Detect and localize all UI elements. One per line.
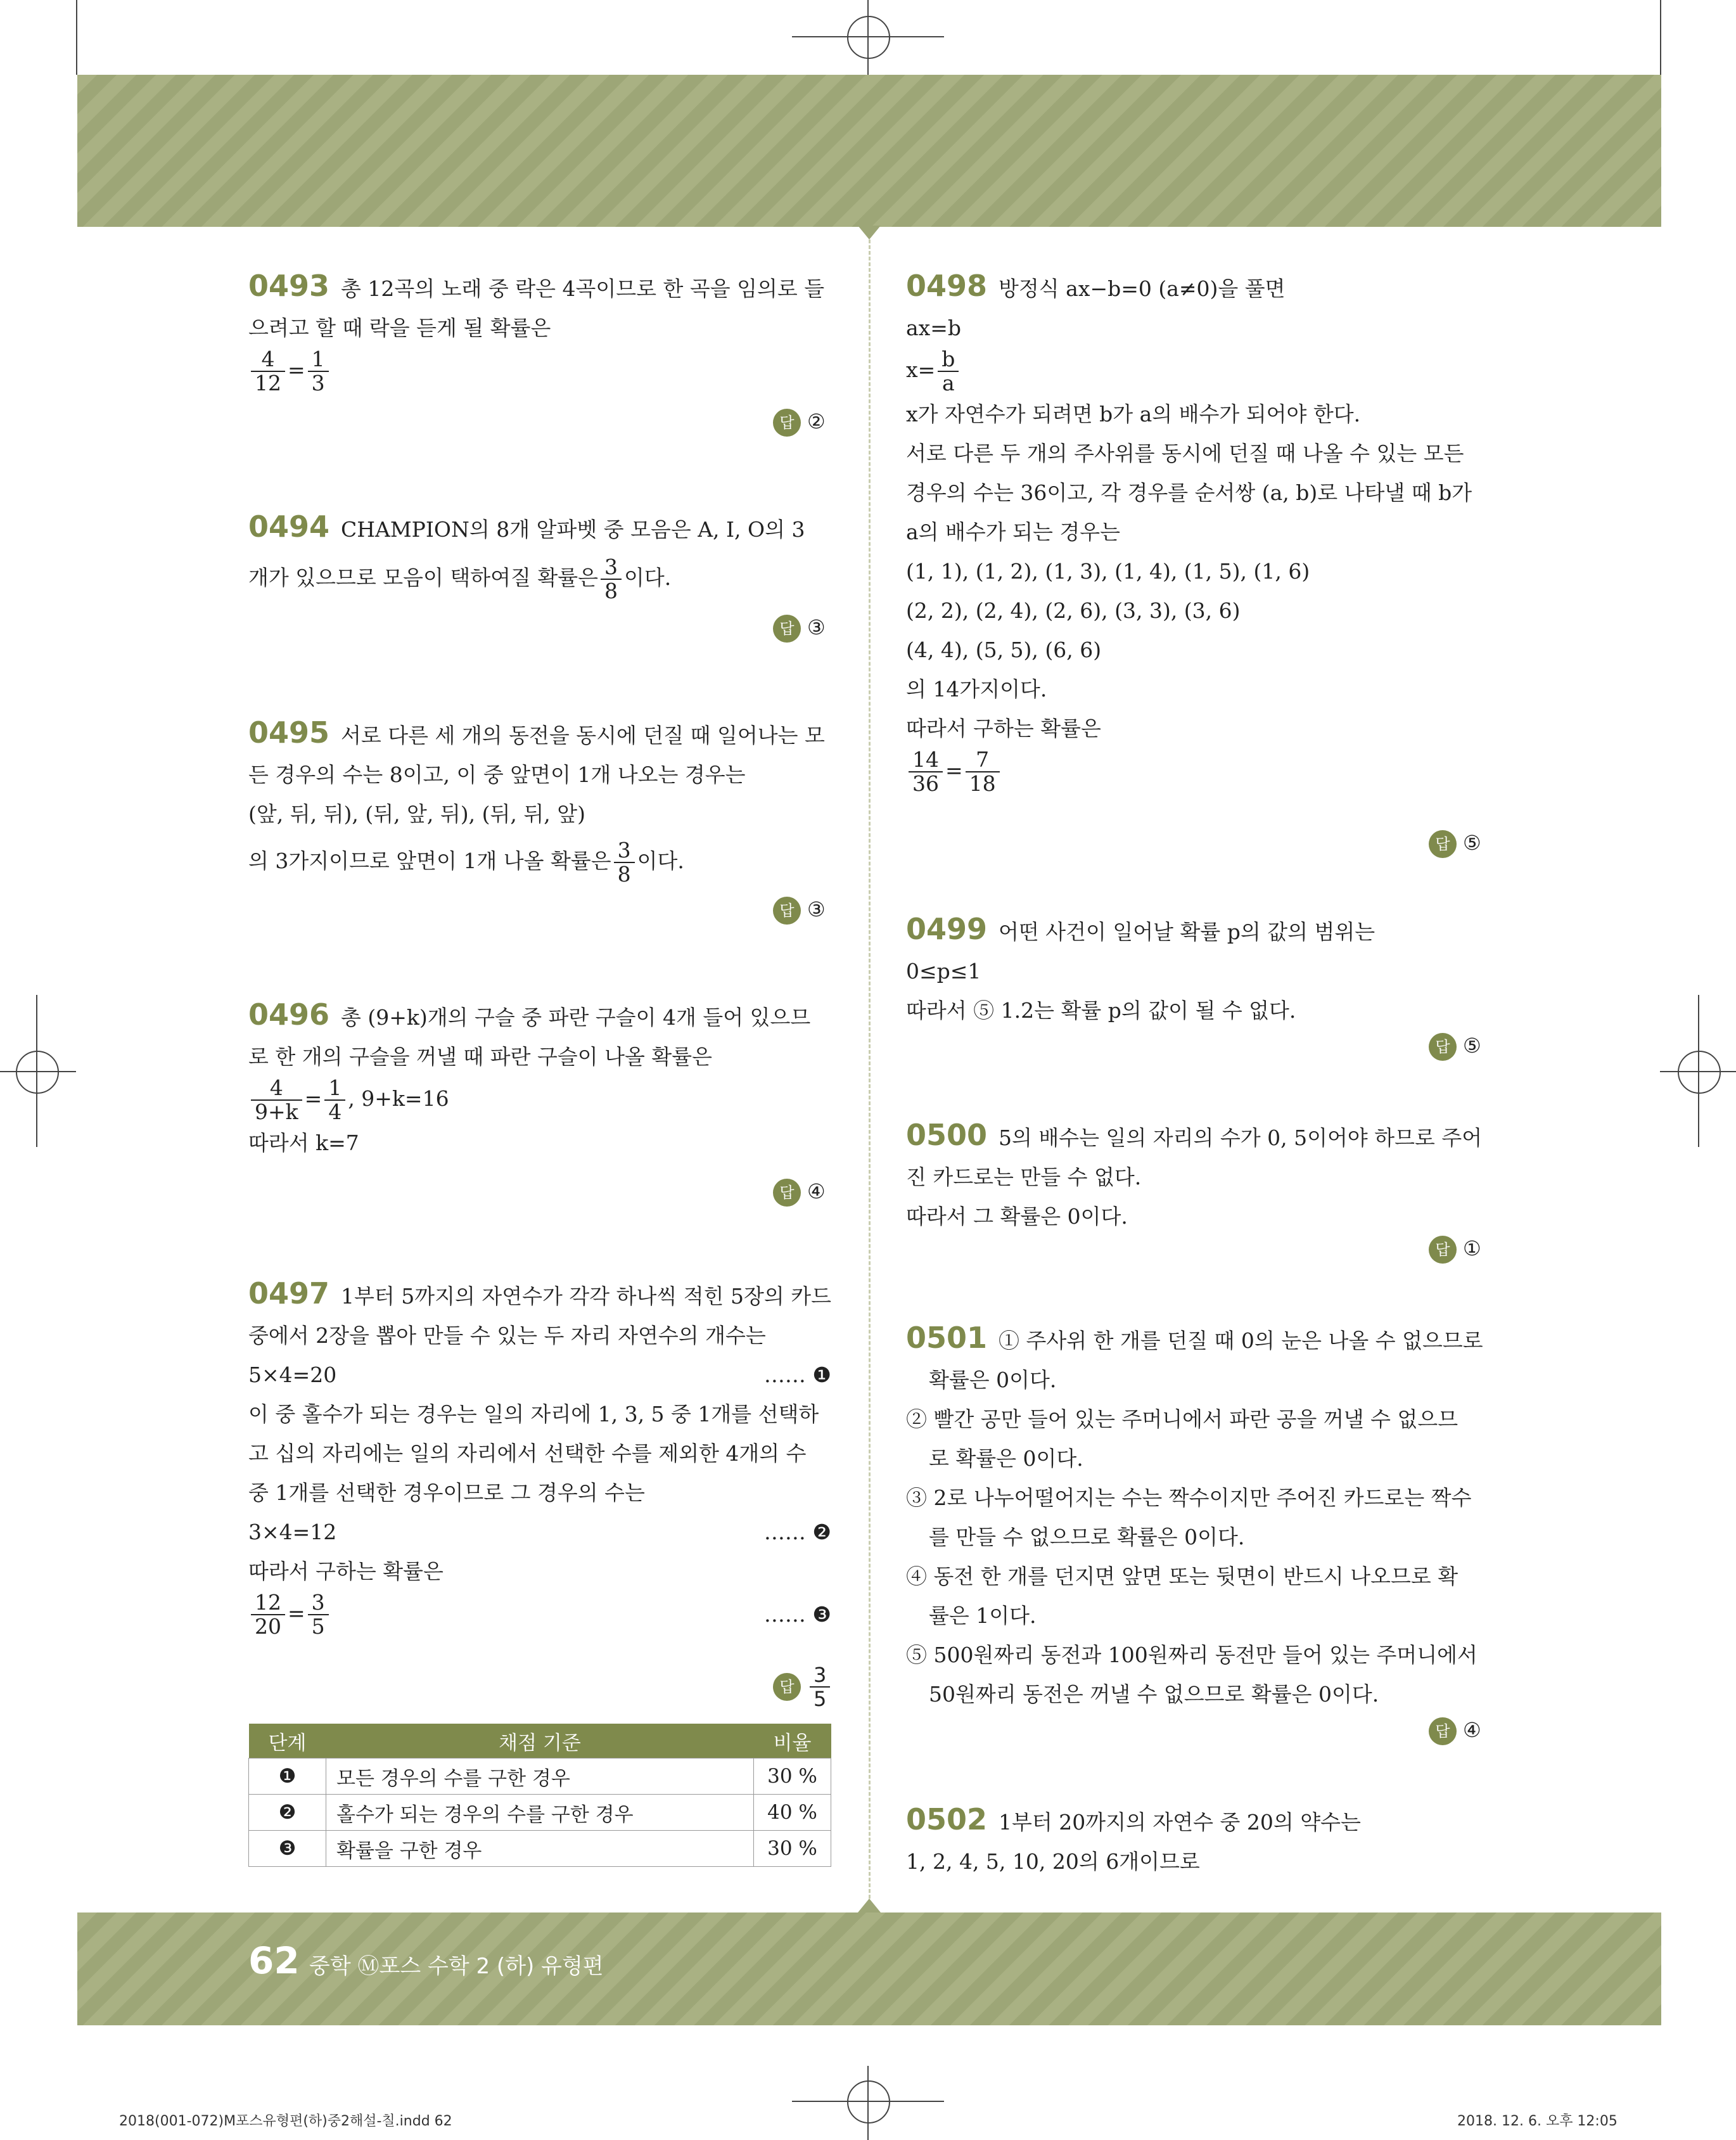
answer-0496: 답 ④ xyxy=(773,1179,826,1207)
problem-0502: 0502 1부터 20까지의 자연수 중 20의 약수는 1, 2, 4, 5, 10, 20의 6개이므로 xyxy=(906,1802,1361,1874)
fraction: $\frac{1}{4}$ xyxy=(324,1077,345,1124)
registration-mark-top xyxy=(847,16,890,59)
fraction: $\frac{3}{8}$ xyxy=(601,556,622,603)
column-divider xyxy=(869,240,871,1899)
table-header-row: 단계 채점 기준 비율 xyxy=(249,1724,831,1759)
table-row: ❷ 홀수가 되는 경우의 수를 구한 경우 40 % xyxy=(249,1795,831,1831)
registration-mark-left xyxy=(16,1051,59,1094)
page-number: 62 xyxy=(248,1939,300,1982)
problem-number: 0495 xyxy=(248,715,330,750)
problem-number: 0496 xyxy=(248,997,330,1032)
fraction: $\frac{1}{3}$ xyxy=(308,348,329,395)
answer-0497: 답 $\frac{3}{5}$ xyxy=(773,1663,833,1710)
fraction: $\frac{4}{12}$ xyxy=(251,348,285,395)
text-line: 총 12곡의 노래 중 락은 4곡이므로 한 곡을 임의로 들 xyxy=(341,276,825,301)
answer-0499: 답 ⑤ xyxy=(1429,1033,1481,1061)
problem-0495: 0495 서로 다른 세 개의 동전을 동시에 던질 때 일어나는 모 든 경우의 수는 8이고, 이 중 앞면이 1개 나오는 경우는 (앞, 뒤, 뒤), (뒤, 앞, 뒤), (뒤, 뒤, 앞) 의 3가지이므로 앞면이 1개 나올 확률은 $\frac{3}{8}$ 이다. xyxy=(248,715,825,887)
book-title: 중학 Ⓜ포스 수학 2 (하) 유형편 xyxy=(309,1954,604,1979)
answer-0493: 답 ② xyxy=(773,409,826,437)
text-line: 으려고 할 때 락을 듣게 될 확률은 xyxy=(248,316,551,340)
fraction: $\frac{4}{9+k}$ xyxy=(251,1077,302,1124)
answer-0501: 답 ④ xyxy=(1429,1717,1481,1745)
problem-0500: 0500 5의 배수는 일의 자리의 수가 0, 5이어야 하므로 주어 진 카드로는 만들 수 없다. 따라서 그 확률은 0이다. xyxy=(906,1118,1483,1229)
bottom-notch xyxy=(858,1899,881,1913)
problem-0497: 0497 1부터 5까지의 자연수가 각각 하나씩 적힌 5장의 카드 중에서 2장을 뽑아 만들 수 있는 두 자리 자연수의 개수는 5×4=20 …… ❶ 이 중 홀수가 되는 경우는 일의 자리에 1, 3, 5 중 1개를 선택하 고 십의 자리에는 일의 자리에서 선택한 수를 제외한 4개의 수 중 1개를 선택한 경우이므로 그 경우의 수는 3×4=12 …… ❷ 따라서 구하는 확률은 $\frac{12}{20}$ = $\frac{3}{5}$ …… ❸ xyxy=(248,1276,832,1639)
answer-0494: 답 ③ xyxy=(773,615,826,643)
problem-0493: 0493 총 12곡의 노래 중 락은 4곡이므로 한 곡을 임의로 들 으려고 할 때 락을 듣게 될 확률은 $\frac{4}{12}$ = $\frac{1}{3}$ xyxy=(248,266,831,395)
registration-mark-bottom xyxy=(847,2080,890,2124)
crop-mark-top-left xyxy=(76,0,77,75)
problem-0494: 0494 CHAMPION의 8개 알파벳 중 모음은 A, I, O의 3 개가 있으므로 모음이 택하여질 확률은 $\frac{3}{8}$ 이다. xyxy=(248,509,805,603)
problem-number: 0502 xyxy=(906,1802,988,1836)
problem-number: 0498 xyxy=(906,269,988,303)
fraction: $\frac{7}{18}$ xyxy=(966,748,1000,795)
fraction: $\frac{12}{20}$ xyxy=(251,1591,285,1638)
problem-number: 0497 xyxy=(248,1276,330,1310)
fraction: $\frac{3}{8}$ xyxy=(614,839,635,886)
problem-number: 0501 xyxy=(906,1321,988,1355)
problem-number: 0499 xyxy=(906,912,988,946)
crop-mark-top-right xyxy=(1660,0,1661,75)
registration-mark-right xyxy=(1678,1051,1721,1094)
print-slug-file: 2018(001-072)M포스유형편(하)중2해설-칠.indd 62 xyxy=(119,2113,452,2129)
problem-number: 0500 xyxy=(906,1118,988,1152)
answer-0500: 답 ① xyxy=(1429,1236,1481,1264)
problem-number: 0493 xyxy=(248,269,330,303)
problem-0501: 0501 ① 주사위 한 개를 던질 때 0의 눈은 나올 수 없으므로 확률은 0이다. ② 빨간 공만 들어 있는 주머니에서 파란 공을 꺼낼 수 없으므 로 확률은 0이다. ③ 2로 나누어떨어지는 수는 짝수이지만 주어진 카드로는 짝수 를 만들 수 없으므로 확률은 0이다. ④ 동전 한 개를 던지면 앞면 또는 뒷면이 반드시 나오므로 확 률은 1이다. ⑤ 500원짜리 동전과 100원짜리 동전만 들어 있는 주머니에서 50원짜리 동전은 꺼낼 수 없으므로 확률은 0이다. xyxy=(906,1321,1483,1707)
fraction: $\frac{3}{5}$ xyxy=(308,1591,329,1638)
fraction: $\frac{14}{36}$ xyxy=(909,748,943,795)
answer-0495: 답 ③ xyxy=(773,897,826,925)
table-row: ❶ 모든 경우의 수를 구한 경우 30 % xyxy=(249,1759,831,1795)
fraction: $\frac{b}{a}$ xyxy=(938,348,959,395)
top-notch xyxy=(858,226,881,240)
table-row: ❸ 확률을 구한 경우 30 % xyxy=(249,1831,831,1867)
print-slug-date: 2018. 12. 6. 오후 12:05 xyxy=(1457,2113,1618,2129)
problem-number: 0494 xyxy=(248,509,330,544)
answer-0498: 답 ⑤ xyxy=(1429,830,1481,858)
problem-0498: 0498 방정식 ax−b=0 (a≠0)을 풀면 ax=b x= $\frac{b}{a}$ x가 자연수가 되려면 b가 a의 배수가 되어야 한다. 서로 다른 두 개의 주사위를 동시에 던질 때 나올 수 있는 모든 경우의 수는 36이고, 각 경우를 순서쌍 (a, b)로 나타낼 때 b가 a의 배수가 되는 경우는 (1, 1), (1, 2), (1, 3), (1, 4), (1, 5), (1, 6) (2, 2), (2, 4), (2, 6), (3, 3), (3, 6) (4, 4), (5, 5), (6, 6) 의 14가지이다. 따라서 구하는 확률은 $\frac{14}{36}$ = $\frac{7}{18}$ xyxy=(906,269,1472,796)
problem-0496: 0496 총 (9+k)개의 구슬 중 파란 구슬이 4개 들어 있으므 로 한 개의 구슬을 꺼낼 때 파란 구슬이 나올 확률은 $\frac{4}{9+k}$ = $\frac{1}{4}$ , 9+k=16 따라서 k=7 xyxy=(248,997,811,1155)
grading-table xyxy=(248,1724,831,1867)
problem-0499: 0499 어떤 사건이 일어날 확률 p의 값의 범위는 0≤p≤1 따라서 ⑤ 1.2는 확률 p의 값이 될 수 없다. xyxy=(906,912,1375,1023)
top-header-band xyxy=(77,75,1661,227)
